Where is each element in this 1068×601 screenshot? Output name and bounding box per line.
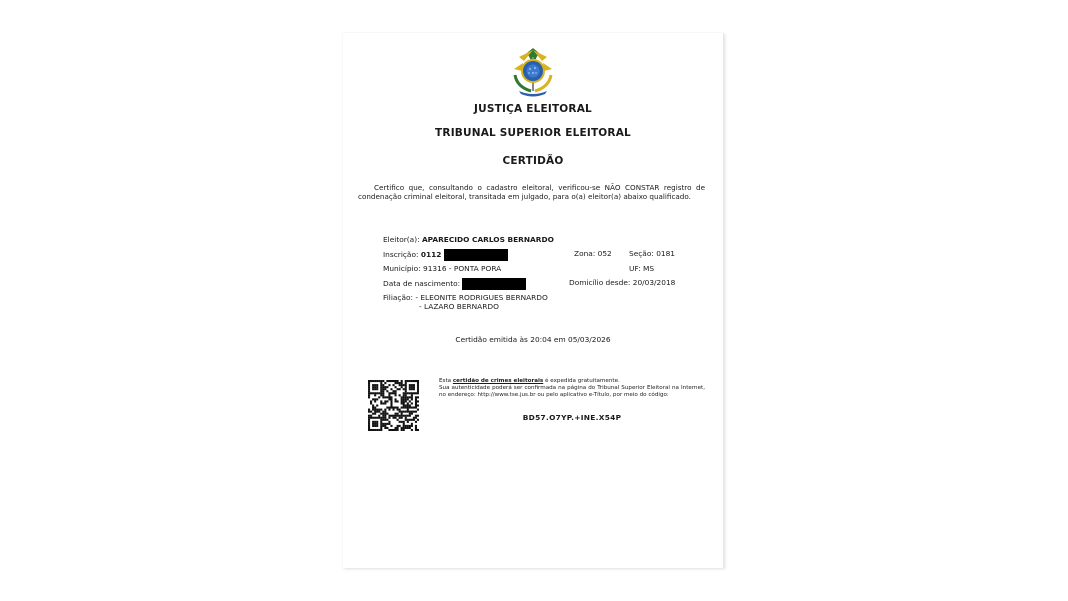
domicile-row — [569, 278, 675, 287]
registration-row — [383, 249, 508, 261]
footer-post: é expedida gratuitamente. — [543, 378, 620, 384]
parents-row-2 — [419, 302, 499, 311]
redaction-bar — [462, 278, 526, 290]
voter-label: Eleitor(a): — [383, 235, 420, 244]
court-title: TRIBUNAL SUPERIOR ELEITORAL — [435, 127, 631, 139]
birthdate-label: Data de nascimento: — [383, 279, 461, 288]
parent-1: - ELEONITE RODRIGUES BERNARDO — [415, 293, 548, 302]
domicile-value: 20/03/2018 — [632, 278, 676, 287]
section-row — [629, 249, 675, 258]
registration-label: Inscrição: — [383, 250, 419, 259]
state-row — [629, 264, 654, 273]
zone-row — [574, 249, 612, 258]
municipality-row — [383, 264, 501, 273]
parents-label: Filiação: — [383, 293, 414, 302]
parent-2: - LAZARO BERNARDO — [419, 302, 499, 311]
section-value: 0181 — [656, 249, 676, 258]
footer-pre: Esta — [439, 378, 453, 384]
registration-value: 0112 — [420, 250, 442, 259]
state-value: MS — [642, 264, 655, 273]
zone-label: Zona: — [574, 249, 596, 258]
parents-row — [383, 293, 548, 302]
issue-timestamp: Certidão emitida às 20:04 em 05/03/2026 — [455, 335, 611, 344]
municipality-label: Município: — [383, 264, 421, 273]
birthdate-row — [383, 278, 526, 290]
zone-value: 052 — [597, 249, 612, 258]
footer-verification-text: Sua autenticidade poderá ser confirmada na página do Tribunal Superior Eleitoral na Internet, no endereço: http://www.tse.jus.br ou pelo aplicativo e-Título, por meio do código: — [439, 385, 705, 398]
state-label: UF: — [629, 264, 641, 273]
verification-code: BD57.O7YP.+INE.X54P — [522, 413, 622, 422]
voter-name: APARECIDO CARLOS BERNARDO — [421, 235, 554, 244]
redaction-bar — [444, 249, 508, 261]
certification-text: Certifico que, consultando o cadastro eleitoral, verificou-se NÃO CONSTAR registro de condenação criminal eleitoral, transitada em julgado, para o(a) eleitor(a) abaixo qualificado. — [358, 183, 705, 202]
qr-code-icon — [368, 380, 419, 431]
municipality-value: 91316 - PONTA PORA — [423, 264, 502, 273]
certificate-page — [343, 33, 724, 568]
section-label: Seção: — [629, 249, 654, 258]
voter-row — [383, 235, 554, 244]
document-title: CERTIDÃO — [502, 155, 564, 167]
domicile-label: Domicílio desde: — [569, 278, 631, 287]
certificate-type-link: certidão de crimes eleitorais — [452, 378, 544, 384]
authenticity-note — [439, 378, 705, 399]
institution-title: JUSTIÇA ELEITORAL — [474, 103, 592, 115]
brazil-coat-of-arms-icon — [509, 47, 557, 97]
